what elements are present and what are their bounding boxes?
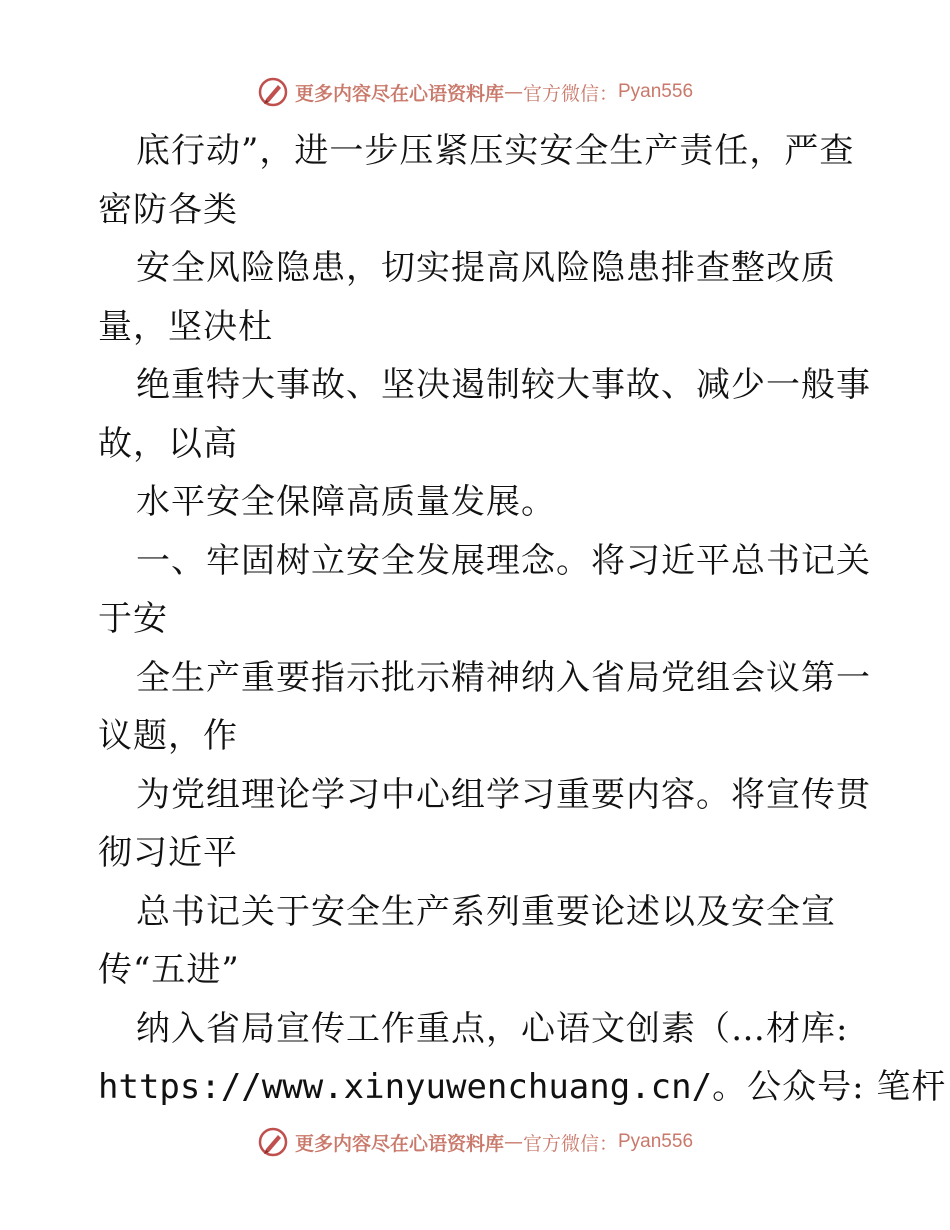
text-line: 全生产重要指示批示精神纳入省局党组会议第一 — [136, 657, 871, 698]
text-line: 密防各类 — [98, 189, 238, 230]
watermark-official-label: 官方微信： — [522, 82, 618, 105]
footer-watermark — [0, 1122, 950, 1162]
text-line: 绝重特大事故、坚决遏制较大事故、减少一般事 — [136, 365, 871, 405]
watermark-main-text: 更多内容尽在心语资料库 — [294, 1132, 504, 1155]
pen-logo-icon — [257, 76, 289, 108]
watermark-main-text: 更多内容尽在心语资料库 — [294, 82, 504, 105]
watermark-separator: — — [503, 81, 523, 103]
text-line: 为党组理论学习中心组学习重要内容。将宣传贯 — [136, 774, 871, 815]
watermark-separator: — — [503, 1131, 523, 1153]
document-body — [98, 122, 947, 1117]
text-line: 议题，作 — [98, 716, 238, 756]
url-line — [98, 1058, 947, 1117]
text-line: 量，坚决杜 — [98, 306, 273, 347]
text-line: 于安 — [98, 599, 168, 639]
url-line-suffix: 。公众号: 笔杆 — [712, 1067, 947, 1107]
watermark-official-label: 官方微信： — [522, 1132, 618, 1155]
watermark-wechat-id: Pyan556 — [618, 1131, 694, 1152]
text-line: 底行动”，进一步压紧压实安全生产责任，严查 — [136, 131, 855, 171]
text-line: 故，以高 — [98, 423, 238, 464]
watermark-wechat-id: Pyan556 — [618, 81, 694, 102]
text-line: 一、牢固树立安全发展理念。将习近平总书记关 — [136, 540, 871, 581]
text-line: 水平安全保障高质量发展。 — [136, 482, 556, 522]
website-link[interactable]: https://www.xinyuwenchuang.cn/ — [98, 1067, 713, 1107]
pen-logo-icon — [257, 1126, 289, 1158]
header-watermark — [0, 72, 950, 112]
text-line: 彻习近平 — [98, 833, 238, 873]
text-line: 安全风险隐患，切实提高风险隐患排查整改质 — [136, 248, 836, 288]
text-line: 总书记关于安全生产系列重要论述以及安全宣 — [136, 891, 836, 932]
text-line: 传“五进” — [98, 950, 240, 990]
text-line: 纳入省局宣传工作重点，心语文创素（…材库: — [136, 1008, 849, 1049]
